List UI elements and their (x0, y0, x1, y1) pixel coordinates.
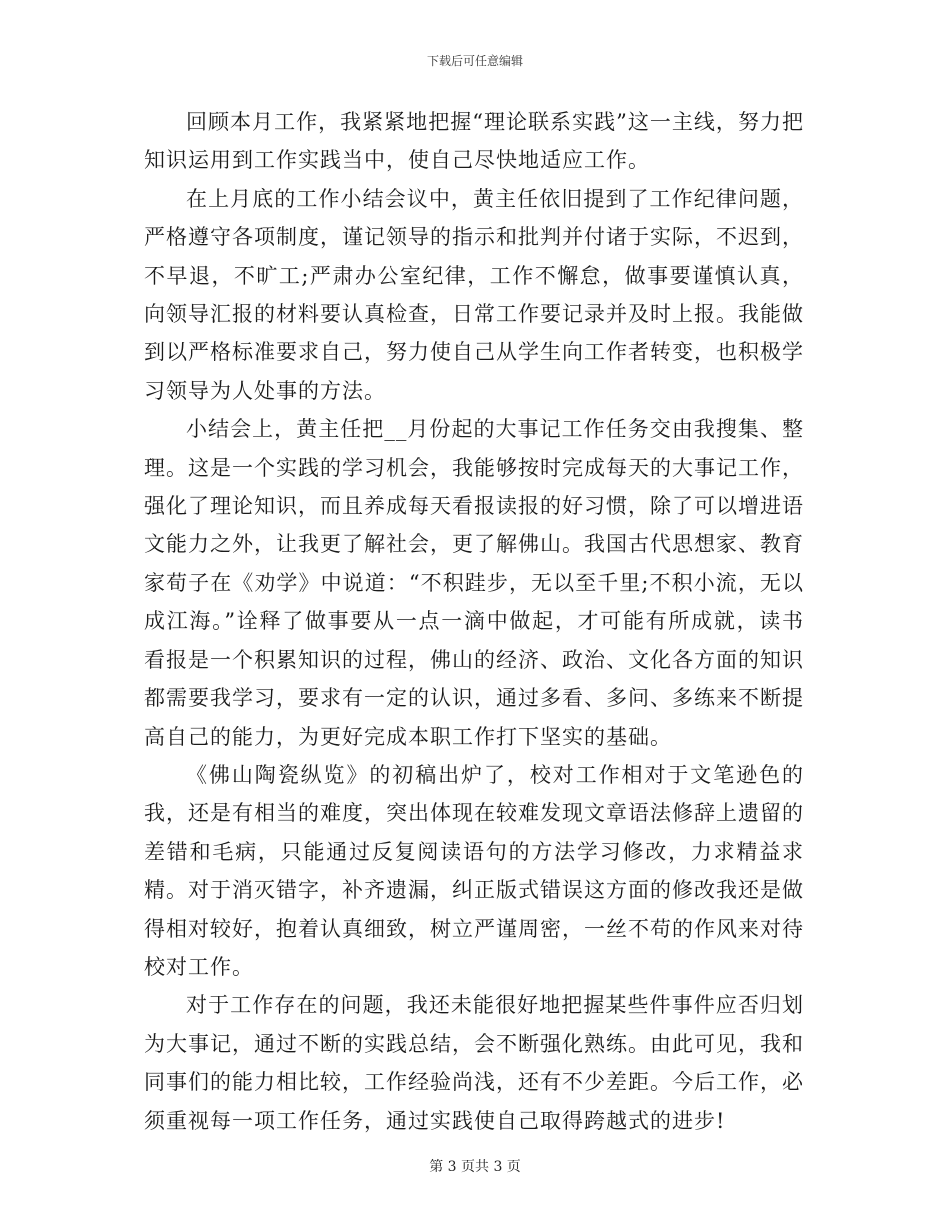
paragraph-chronicle: 小结会上，黄主任把__月份起的大事记工作任务交由我搜集、整理。这是一个实践的学习机会，我能够按时完成每天的大事记工作，强化了理论知识，而且养成每天看报读报的好习惯，除了可以增进语文能力之外，让我更了解社会，更了解佛山。我国古代思想家、教育家荀子在《劝学》中说道：“不积跬步，无以至千里;不积小流，无以成江海。”诠释了做事要从一点一滴中做起，才可能有所成就，读书看报是一个积累知识的过程，佛山的经济、政治、文化各方面的知识都需要我学习，要求有一定的认识，通过多看、多问、多练来不断提高自己的能力，为更好完成本职工作打下坚实的基础。 (144, 417, 804, 749)
page-header: 下载后可任意编辑 (426, 54, 523, 68)
paragraph-proofreading: 《佛山陶瓷纵览》的初稿出炉了，校对工作相对于文笔逊色的我，还是有相当的难度，突出体现在较难发现文章语法修辞上遗留的差错和毛病，只能通过反复阅读语句的方法学习修改，力求精益求精。对于消灭错字，补齐遗漏，纠正版式错误这方面的修改我还是做得相对较好，抱着认真细致，树立严谨周密，一丝不苟的作风来对待校对工作。 (144, 762, 804, 979)
document-body (144, 103, 804, 1140)
paragraph-problems: 对于工作存在的问题，我还未能很好地把握某些件事件应否归划为大事记，通过不断的实践总结，会不断强化熟练。由此可见，我和同事们的能力相比较，工作经验尚浅，还有不少差距。今后工作，必须重视每一项工作任务，通过实践使自己取得跨越式的进步! (144, 993, 804, 1133)
paragraph-review: 回顾本月工作，我紧紧地把握“理论联系实践”这一主线，努力把知识运用到工作实践当中，使自己尽快地适应工作。 (144, 110, 804, 173)
page-number: 第 3 页共 3 页 (429, 1159, 521, 1175)
paragraph-discipline: 在上月底的工作小结会议中，黄主任依旧提到了工作纪律问题，严格遵守各项制度，谨记领导的指示和批判并付诸于实际，不迟到，不早退，不旷工;严肃办公室纪律，工作不懈怠，做事要谨慎认真，向领导汇报的材料要认真检查，日常工作要记录并及时上报。我能做到以严格标准要求自己，努力使自己从学生向工作者转变，也积极学习领导为人处事的方法。 (144, 186, 804, 403)
